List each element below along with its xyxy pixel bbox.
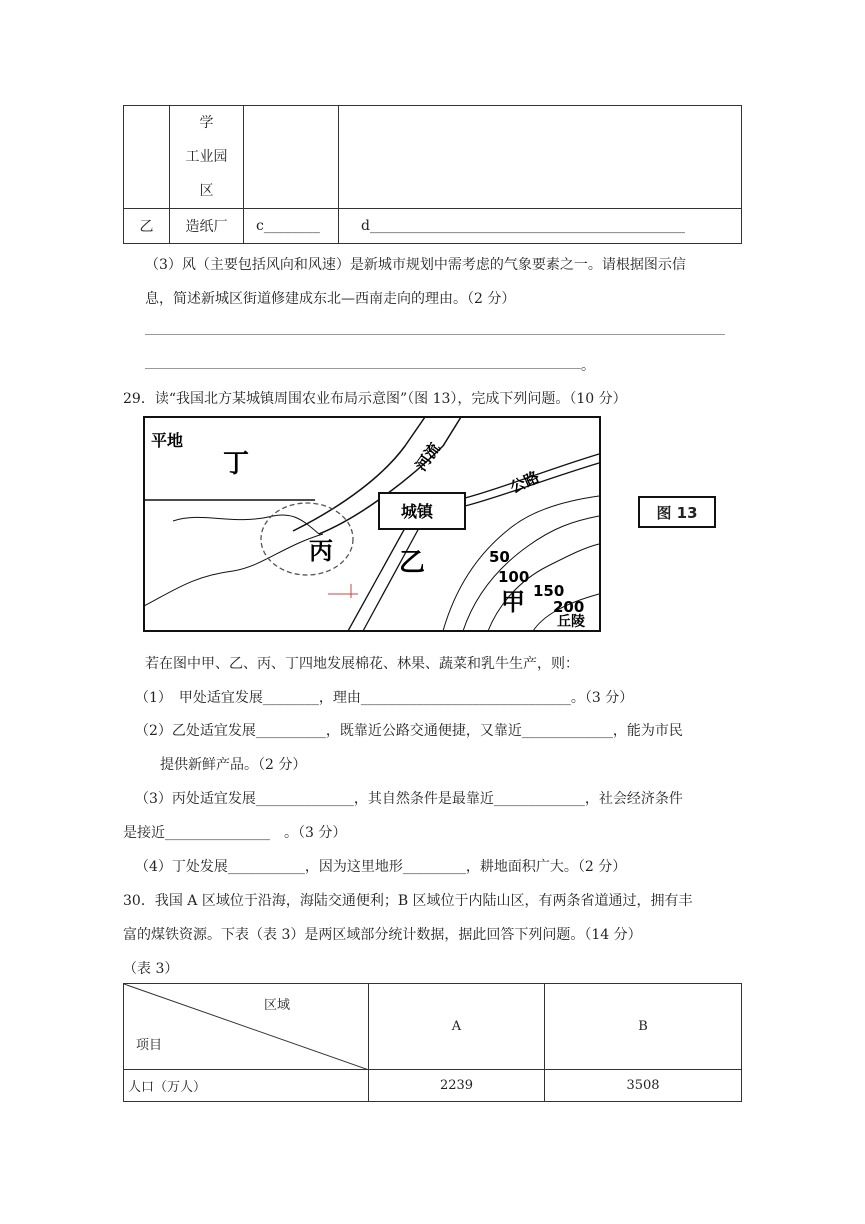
question-text: 若在图中甲、乙、丙、丁四地发展棉花、林果、蔬菜和乳牛生产，则： — [145, 656, 579, 672]
region-stats-table — [123, 983, 742, 1102]
sub-question-3: （3）丙处适宜发展______________，其自然条件是最靠近_____________，社会经济条件 — [135, 791, 683, 807]
sub-question-4: （4）丁处发展___________，因为这里地形_________，耕地面积广大。（2 分） — [135, 859, 627, 875]
answer-blank-c[interactable]: c________ — [244, 209, 339, 244]
map-frame — [144, 417, 600, 631]
sub-question-1: （1） 甲处适宜发展________，理由______________________________。（3 分） — [135, 690, 634, 706]
label-town: 城镇 — [401, 502, 434, 521]
table-cell-empty — [339, 106, 742, 209]
question-text: 富的煤铁资源。下表（表 3）是两区域部分统计数据，据此回答下列问题。（14 分） — [123, 927, 642, 943]
question-text: 息，简述新城区街道修建成东北—西南走向的理由。（2 分） — [145, 291, 516, 307]
cell-a-value: 2239 — [369, 1070, 545, 1102]
label-road: 公路 — [507, 467, 543, 497]
industry-table — [123, 105, 742, 244]
question-text: （3）风（主要包括风向和风速）是新城市规划中需考虑的气象要素之一。请根据图示信 — [145, 257, 686, 273]
label-contour-50: 50 — [489, 548, 510, 566]
label-ding: 丁 — [223, 449, 250, 479]
label-contour-150: 150 — [533, 582, 565, 600]
table-diagonal-header — [124, 984, 369, 1070]
answer-line[interactable] — [145, 368, 581, 369]
label-yi: 乙 — [399, 548, 426, 578]
figure-label: 图 13 — [638, 496, 716, 528]
diagonal-line — [124, 984, 369, 1070]
row-label: 人口（万人） — [124, 1070, 369, 1102]
answer-blank-d[interactable]: d_____________________________________________ — [339, 209, 742, 244]
label-bing: 丙 — [309, 537, 333, 565]
header-col-b: B — [545, 984, 742, 1070]
cell-line: 工业园 — [185, 149, 228, 165]
cell-line: 区 — [199, 183, 214, 199]
header-item: 项目 — [136, 1038, 163, 1053]
label-hill: 丘陵 — [557, 614, 585, 630]
sub-question-2-cont: 提供新鲜产品。（2 分） — [160, 757, 307, 773]
table-cell-factory: 造纸厂 — [170, 209, 244, 244]
table-cell-empty — [124, 106, 170, 209]
table-caption: （表 3） — [123, 961, 179, 977]
question-text: 30．我国 A 区域位于沿海，海陆交通便利；B 区域位于内陆山区，有两条省道通过，拥有丰 — [123, 893, 693, 909]
table-cell-site: 乙 — [124, 209, 170, 244]
sub-question-2: （2）乙处适宜发展__________，既靠近公路交通便捷，又靠近_____________，能为市民 — [135, 723, 683, 739]
label-plain: 平地 — [151, 431, 184, 450]
table-cell-industrial-park — [170, 106, 244, 209]
question-title: 29．读“我国北方某城镇周围农业布局示意图”（图 13），完成下列问题。（10 分） — [123, 391, 627, 407]
label-contour-100: 100 — [498, 568, 530, 586]
label-contour-200: 200 — [553, 598, 585, 616]
period-mark: 。 — [581, 358, 595, 374]
header-region: 区域 — [264, 998, 291, 1013]
label-jia: 甲 — [501, 588, 525, 616]
sub-question-3-cont: 是接近_______________ 。（3 分） — [123, 825, 347, 841]
answer-line[interactable] — [145, 334, 725, 335]
cell-line: 学 — [199, 115, 214, 131]
agriculture-layout-map — [143, 416, 601, 632]
table-cell-empty — [244, 106, 339, 209]
header-col-a: A — [369, 984, 545, 1070]
cell-b-value: 3508 — [545, 1070, 742, 1102]
label-river: 河流 — [411, 439, 444, 475]
